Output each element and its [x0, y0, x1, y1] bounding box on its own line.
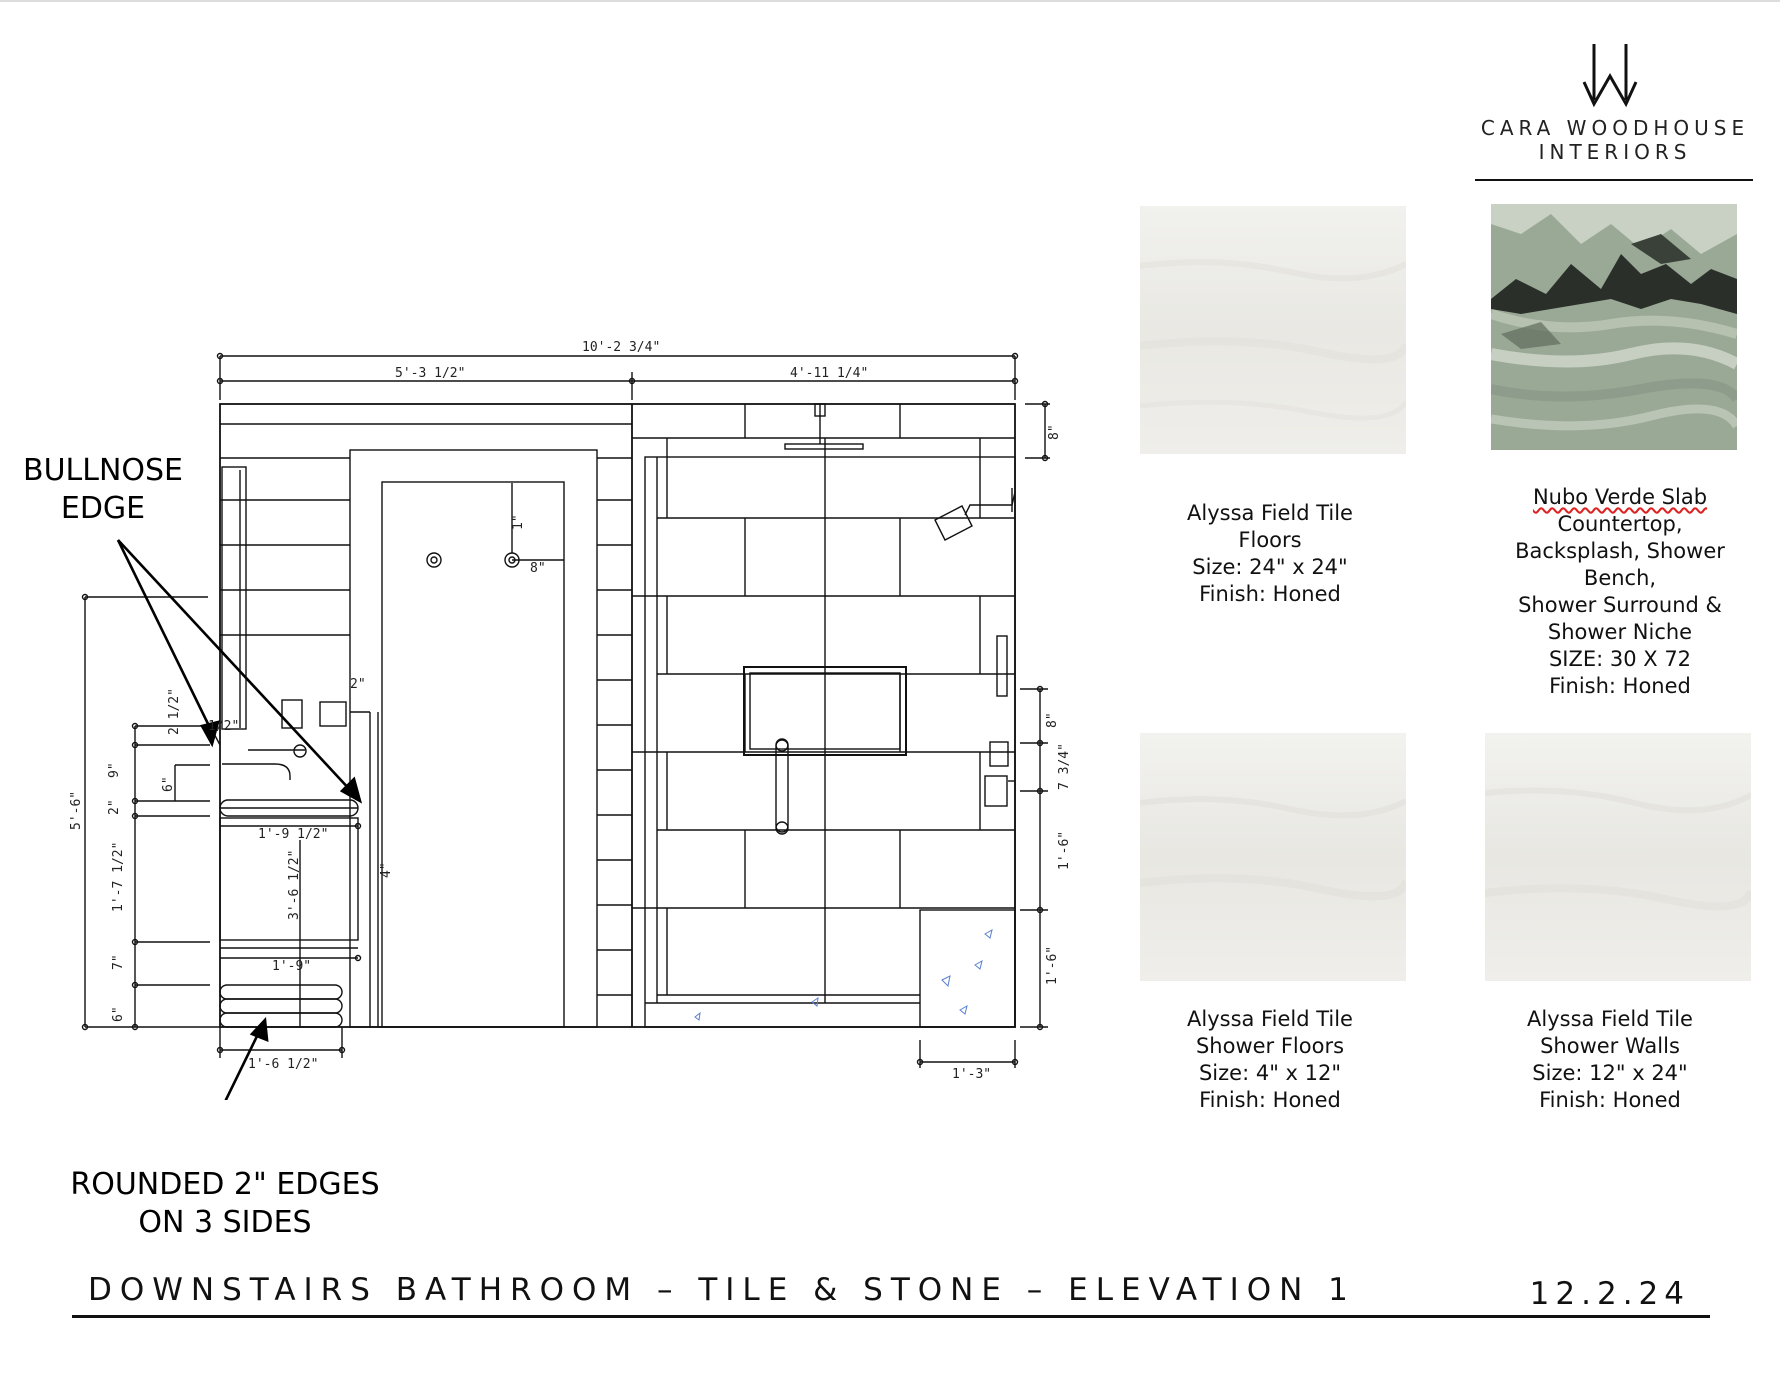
brand-name: CARA WOODHOUSE	[1480, 116, 1750, 140]
rounded-line2: ON 3 SIDES	[138, 1205, 312, 1240]
swatch-nubo-verde	[1491, 204, 1737, 450]
swatch-alyssa-floors	[1140, 206, 1406, 454]
caption-alyssa-shower-floors	[1150, 1006, 1390, 1114]
caption-line: Alyssa Field Tile	[1527, 1007, 1693, 1031]
dim-7: 7"	[111, 954, 126, 970]
dim-right-7-3-4: 7 3/4"	[1057, 743, 1072, 790]
dim-overall-width: 10'-2 3/4"	[582, 340, 661, 355]
caption-alyssa-shower-walls	[1490, 1006, 1730, 1114]
dim-left-width: 5'-3 1/2"	[395, 366, 466, 381]
caption-line: Shower Surround &	[1518, 593, 1722, 617]
caption-nubo-verde	[1485, 484, 1755, 700]
caption-line: Countertop,	[1557, 512, 1683, 536]
dim-4: 4"	[379, 862, 394, 878]
dim-2-1-2: 2 1/2"	[167, 688, 182, 735]
rounded-line1: ROUNDED 2" EDGES	[70, 1167, 380, 1202]
caption-line: Floors	[1238, 528, 1302, 552]
bullnose-line2: EDGE	[60, 491, 146, 526]
dim-2: 2"	[107, 799, 122, 815]
dim-total-height: 5'-6"	[69, 790, 84, 830]
dim-8-small: 8"	[530, 561, 546, 576]
dim-half: 1/2"	[208, 719, 240, 734]
caption-line: Alyssa Field Tile	[1187, 501, 1353, 525]
dim-9: 9"	[107, 762, 122, 778]
bullnose-line1: BULLNOSE	[22, 453, 184, 488]
dim-top-right: 8"	[1047, 424, 1062, 440]
brand-underline	[1475, 179, 1753, 181]
swatch-alyssa-shower-floors	[1140, 733, 1406, 981]
dim-right-8: 8"	[1045, 712, 1060, 728]
dim-1-9: 1'-9"	[272, 959, 312, 974]
caption-line: Alyssa Field Tile	[1187, 1007, 1353, 1031]
sheet-title: DOWNSTAIRS BATHROOM – TILE & STONE – ELEVATION 1	[88, 1272, 1356, 1308]
dim-right-1-6-b: 1'-6"	[1045, 945, 1060, 985]
footer-rule	[72, 1315, 1710, 1318]
caption-line: Finish: Honed	[1549, 674, 1691, 698]
dim-right-1-3: 1'-3"	[952, 1067, 992, 1082]
dim-right-width: 4'-11 1/4"	[790, 366, 869, 381]
caption-line: Finish: Honed	[1539, 1088, 1681, 1112]
caption-word-nubo: Nubo Verde Slab	[1532, 485, 1708, 509]
bullnose-callout	[18, 452, 188, 528]
caption-alyssa-floors	[1150, 500, 1390, 608]
caption-line: Finish: Honed	[1199, 582, 1341, 606]
dim-right-1-6-a: 1'-6"	[1057, 830, 1072, 870]
caption-line: Backsplash, Shower	[1515, 539, 1725, 563]
dim-1-7-1-2: 1'-7 1/2"	[111, 841, 126, 912]
rounded-edges-callout	[60, 1166, 390, 1242]
caption-line: SIZE: 30 X 72	[1548, 647, 1692, 671]
caption-line: Size: 12" x 24"	[1532, 1061, 1688, 1085]
dim-6-b: 6"	[111, 1006, 126, 1022]
caption-line: Shower Floors	[1195, 1034, 1345, 1058]
dim-1-6-1-2: 1'-6 1/2"	[248, 1057, 319, 1072]
dim-1-9-1-2: 1'-9 1/2"	[258, 827, 329, 842]
dim-3-6-1-2: 3'-6 1/2"	[287, 849, 302, 920]
brand-subtitle: INTERIORS	[1538, 140, 1692, 164]
caption-line: Size: 24" x 24"	[1192, 555, 1348, 579]
dim-1: 1"	[511, 514, 526, 530]
sheet-date: 12.2.24	[1529, 1276, 1690, 1312]
caption-line: Shower Walls	[1540, 1034, 1680, 1058]
swatch-alyssa-shower-walls	[1485, 733, 1751, 981]
caption-line: Shower Niche	[1547, 620, 1693, 644]
dim-6-a: 6"	[161, 776, 176, 792]
caption-line: Finish: Honed	[1199, 1088, 1341, 1112]
caption-line: Size: 4" x 12"	[1198, 1061, 1342, 1085]
dim-2-small: 2"	[350, 677, 366, 692]
brand-logo	[1580, 40, 1640, 108]
elevation-drawing	[0, 0, 1100, 1100]
caption-line	[1485, 484, 1755, 511]
caption-line: Bench,	[1583, 566, 1657, 590]
